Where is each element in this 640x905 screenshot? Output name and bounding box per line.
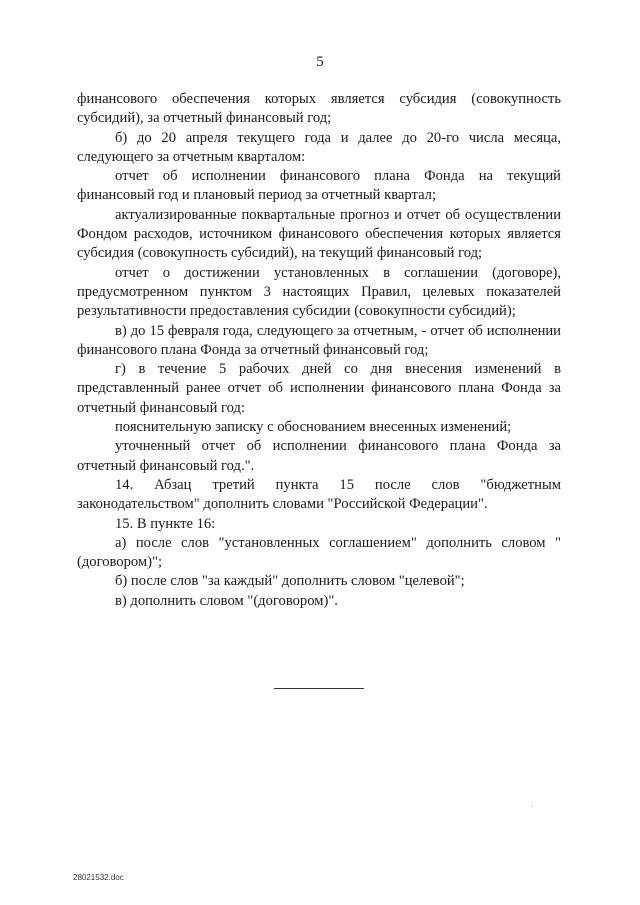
paragraph-item-v: в) до 15 февраля года, следующего за отчетным, - отчет об исполнении финансового плана Фонда за отчетный финансовый год; [77, 322, 561, 358]
paragraph-explanatory-note: пояснительную записку с обоснованием внесенных изменений; [115, 419, 512, 436]
document-body [77, 90, 561, 611]
paragraph-subitem-b: б) после слов "за каждый" дополнить словом "целевой"; [115, 573, 465, 590]
paragraph-item-g: г) в течение 5 рабочих дней со дня внесения изменений в представленный ранее отчет об исполнении финансового плана Фонда за отчетный финансовый год: [77, 361, 561, 416]
paragraph-updated-report: уточненный отчет об исполнении финансового плана Фонда за отчетный финансовый год.". [77, 438, 561, 474]
paragraph-item-15: 15. В пункте 16: [115, 515, 216, 532]
paragraph-report-quarterly: отчет об исполнении финансового плана Фонда на текущий финансовый год и плановый период за отчетный квартал; [77, 168, 561, 204]
paragraph-subitem-v: в) дополнить словом "(договором)". [115, 592, 338, 609]
paragraph-item-b: б) до 20 апреля текущего года и далее до 20-го числа месяца, следующего за отчетным кварталом: [77, 129, 561, 165]
paragraph-item-14: 14. Абзац третий пункта 15 после слов "бюджетным законодательством" дополнить словами "Российской Федерации". [77, 476, 561, 513]
scan-speck [532, 806, 533, 807]
paragraph-continuation: финансового обеспечения которых является субсидия (совокупность субсидий), за отчетный финансовый год; [77, 91, 561, 127]
paragraph-forecast-report: актуализированные поквартальные прогноз и отчет об осуществлении Фондом расходов, источником финансового обеспечения которых является субсидия (совокупность субсидий), на текущий финансовый год; [77, 206, 561, 262]
paragraph-subitem-a: а) после слов "установленных соглашением" дополнить словом "(договором)"; [77, 534, 561, 571]
page-number: 5 [316, 54, 324, 70]
footer-filename: 28021532.doc [73, 873, 124, 882]
end-separator-line [274, 688, 364, 689]
paragraph-target-indicators: отчет о достижении установленных в соглашении (договоре), предусмотренном пунктом 3 настоящих Правил, целевых показателей результативности предоставления субсидии (совокупности субсидий); [77, 264, 561, 320]
